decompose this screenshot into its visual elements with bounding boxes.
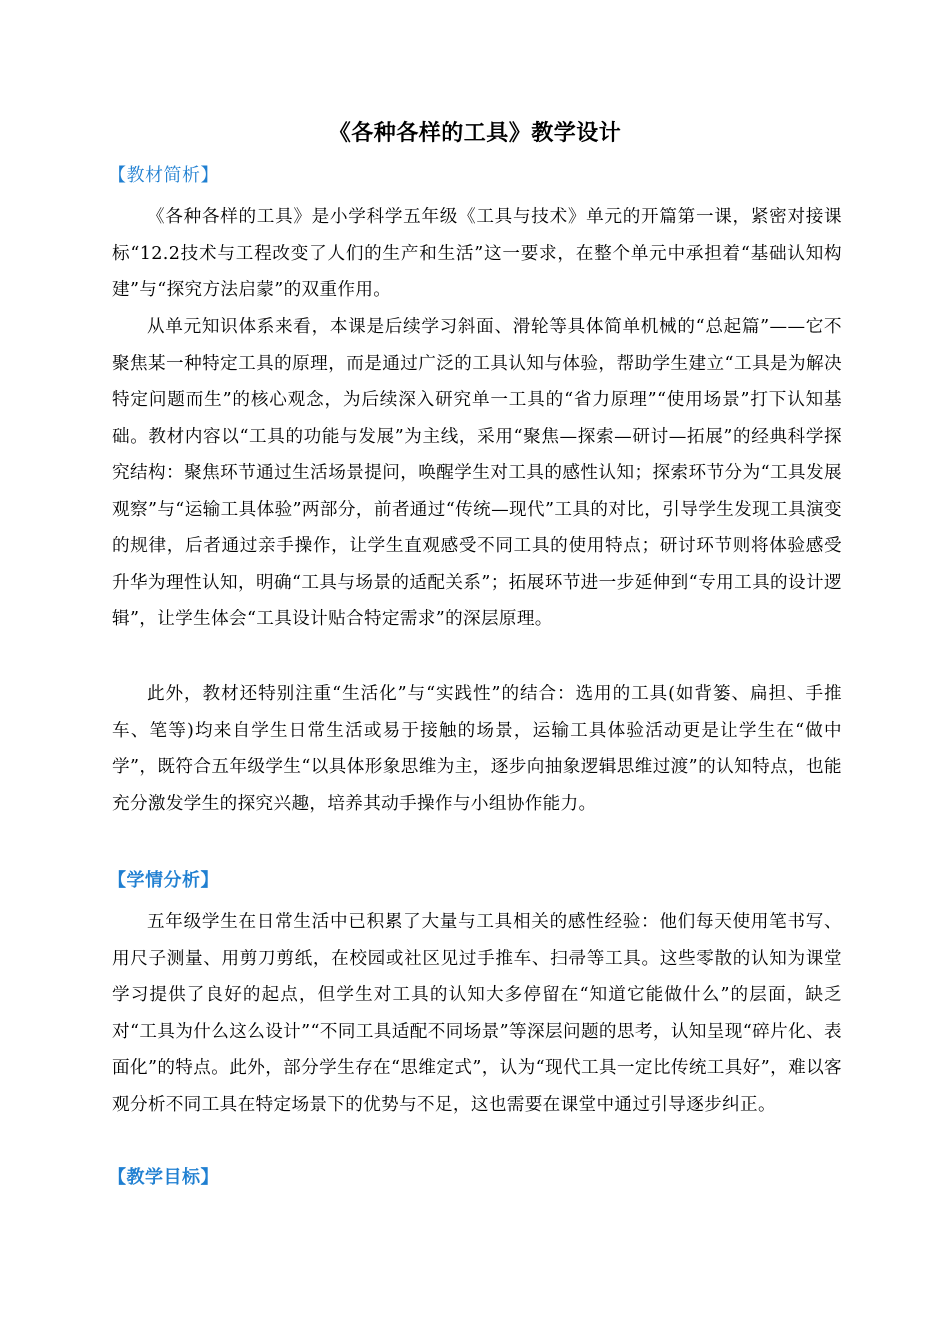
- document-title: 《各种各样的工具》教学设计: [328, 121, 622, 146]
- paragraph-textbook-intro: 《各种各样的工具》是小学科学五年级《工具与技术》单元的开篇第一课，紧密对接课标“12.2技术与工程改变了人们的生产和生活”这一要求，在整个单元中承担着“基础认知构建”与“探究方法启蒙”的双重作用。: [112, 207, 842, 300]
- section-heading-textbook-analysis: 【教材简析】: [108, 165, 219, 186]
- paragraph-learner-analysis: 五年级学生在日常生活中已积累了大量与工具相关的感性经验：他们每天使用笔书写、用尺子测量、用剪刀剪纸，在校园或社区见过手推车、扫帚等工具。这些零散的认知为课堂学习提供了良好的起点，但学生对工具的认知大多停留在“知道它能做什么”的层面，缺乏对“工具为什么这么设计”“不同工具适配不同场景”等深层问题的思考，认知呈现“碎片化、表面化”的特点。此外，部分学生存在“思维定式”，认为“现代工具一定比传统工具好”，难以客观分析不同工具在特定场景下的优势与不足，这也需要在课堂中通过引导逐步纠正。: [112, 912, 842, 1115]
- paragraph-life-practice: 此外，教材还特别注重“生活化”与“实践性”的结合：选用的工具(如背篓、扁担、手推车、笔等)均来自学生日常生活或易于接触的场景，运输工具体验活动更是让学生在“做中学”，既符合五年级学生“以具体形象思维为主，逐步向抽象逻辑思维过渡”的认知特点，也能充分激发学生的探究兴趣，培养其动手操作与小组协作能力。: [112, 684, 842, 814]
- section-heading-teaching-objectives: 【教学目标】: [108, 1167, 219, 1188]
- section-heading-learner-analysis: 【学情分析】: [108, 870, 219, 891]
- paragraph-unit-knowledge-system: 从单元知识体系来看，本课是后续学习斜面、滑轮等具体简单机械的“总起篇”——它不聚焦某一种特定工具的原理，而是通过广泛的工具认知与体验，帮助学生建立“工具是为解决特定问题而生”的核心观念，为后续深入研究单一工具的“省力原理”“使用场景”打下认知基础。教材内容以“工具的功能与发展”为主线，采用“聚焦—探索—研讨—拓展”的经典科学探究结构：聚焦环节通过生活场景提问，唤醒学生对工具的感性认知；探索环节分为“工具发展观察”与“运输工具体验”两部分，前者通过“传统—现代”工具的对比，引导学生发现工具演变的规律，后者通过亲手操作，让学生直观感受不同工具的使用特点；研讨环节则将体验感受升华为理性认知，明确“工具与场景的适配关系”；拓展环节进一步延伸到“专用工具的设计逻辑”，让学生体会“工具设计贴合特定需求”的深层原理。: [112, 317, 842, 629]
